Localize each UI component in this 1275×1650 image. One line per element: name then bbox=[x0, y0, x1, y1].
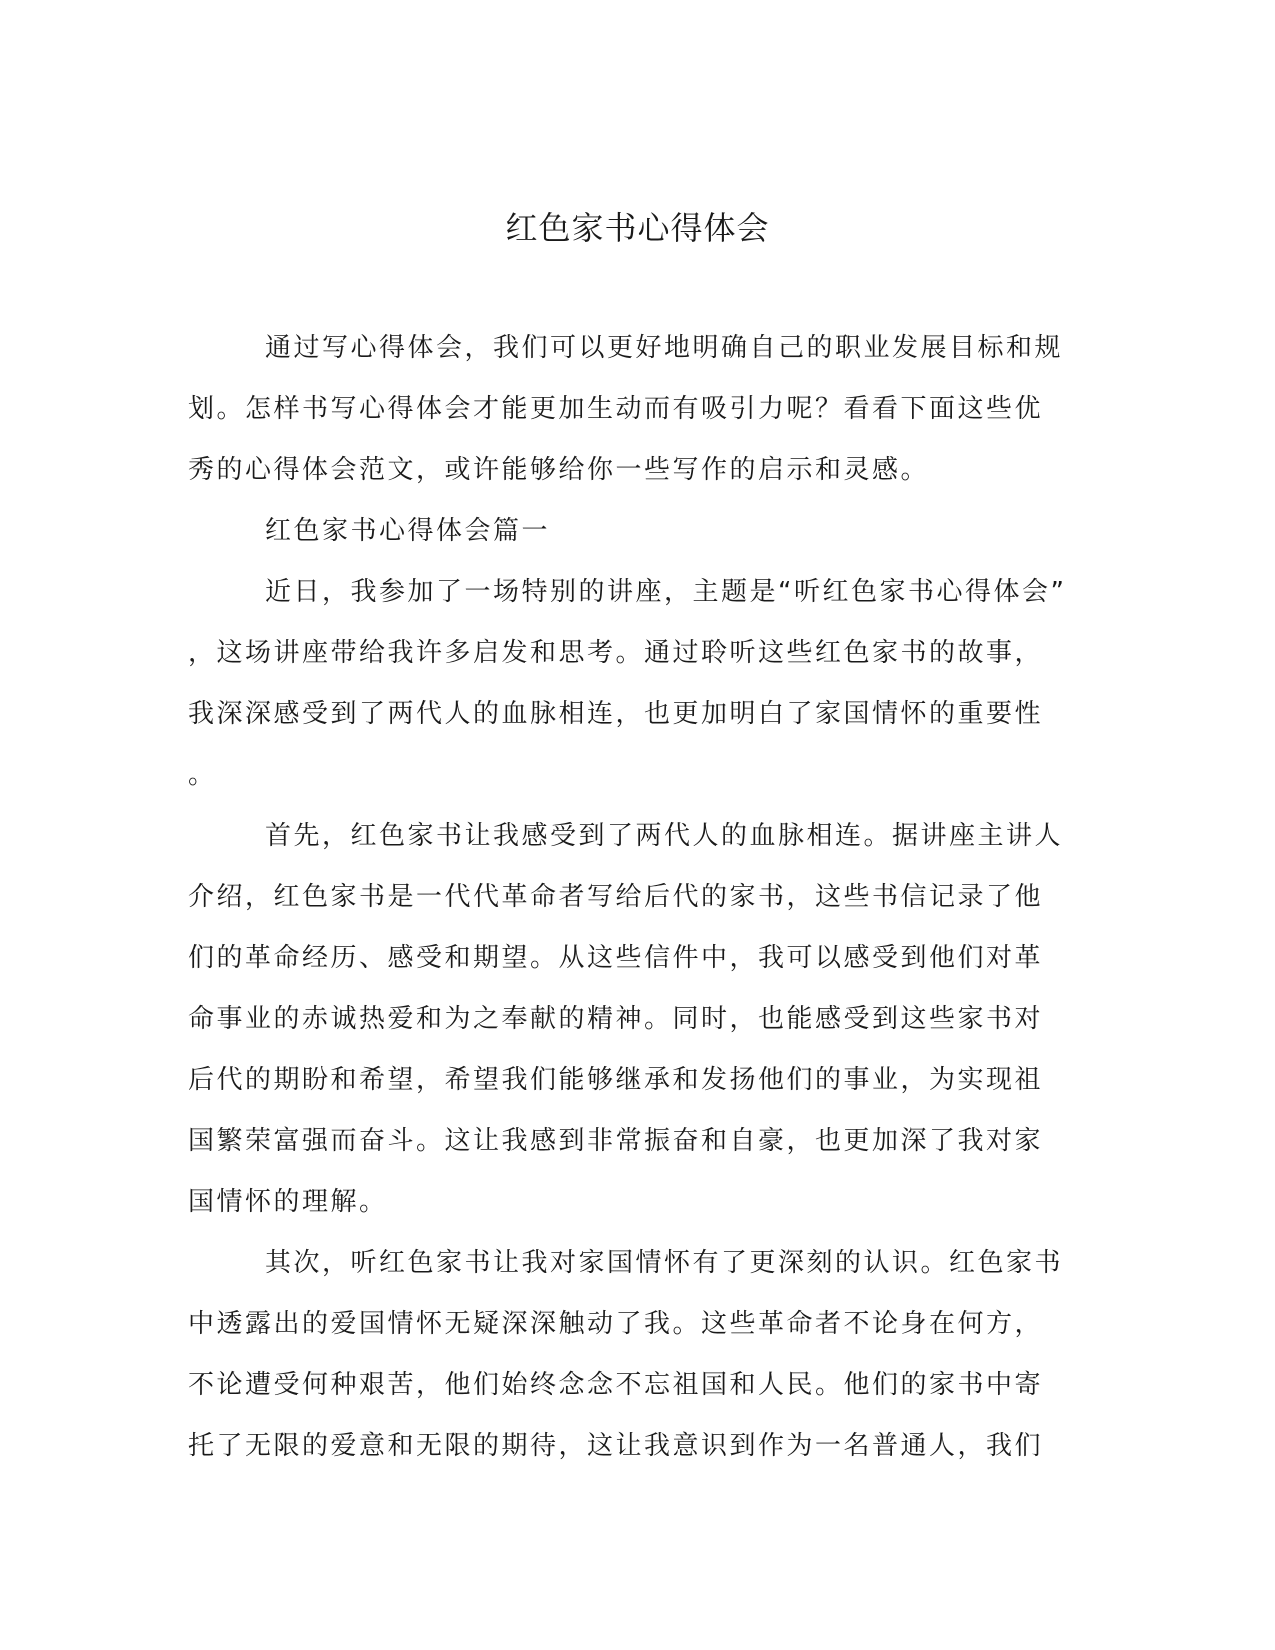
document-body bbox=[188, 318, 1088, 1477]
text-line: 中透露出的爱国情怀无疑深深触动了我。这些革命者不论身在何方， bbox=[188, 1309, 1044, 1339]
text-line: 国情怀的理解。 bbox=[188, 1187, 388, 1217]
text-line: 介绍，红色家书是一代代革命者写给后代的家书，这些书信记录了他 bbox=[188, 882, 1044, 912]
text-line: 托了无限的爱意和无限的期待，这让我意识到作为一名普通人，我们 bbox=[188, 1431, 1044, 1461]
text-line: 首先，红色家书让我感受到了两代人的血脉相连。据讲座主讲人 bbox=[265, 821, 1064, 851]
text-line: 命事业的赤诚热爱和为之奉献的精神。同时，也能感受到这些家书对 bbox=[188, 1004, 1044, 1034]
text-line: 红色家书心得体会篇一 bbox=[265, 516, 551, 546]
text-line: 划。怎样书写心得体会才能更加生动而有吸引力呢？看看下面这些优 bbox=[188, 394, 1044, 424]
document-title: 红色家书心得体会 bbox=[505, 209, 770, 247]
text-line: 。 bbox=[188, 760, 217, 790]
text-line: 们的革命经历、感受和期望。从这些信件中，我可以感受到他们对革 bbox=[188, 943, 1044, 973]
text-line: 我深深感受到了两代人的血脉相连，也更加明白了家国情怀的重要性 bbox=[188, 699, 1044, 729]
text-line: 不论遭受何种艰苦，他们始终念念不忘祖国和人民。他们的家书中寄 bbox=[188, 1370, 1044, 1400]
text-line: 秀的心得体会范文，或许能够给你一些写作的启示和灵感。 bbox=[188, 455, 930, 485]
text-line: 近日，我参加了一场特别的讲座，主题是“听红色家书心得体会” bbox=[265, 577, 1067, 607]
text-line: 通过写心得体会，我们可以更好地明确自己的职业发展目标和规 bbox=[265, 333, 1064, 363]
text-line: 国繁荣富强而奋斗。这让我感到非常振奋和自豪，也更加深了我对家 bbox=[188, 1126, 1044, 1156]
text-line: 后代的期盼和希望，希望我们能够继承和发扬他们的事业，为实现祖 bbox=[188, 1065, 1044, 1095]
text-line: 其次，听红色家书让我对家国情怀有了更深刻的认识。红色家书 bbox=[265, 1248, 1064, 1278]
text-line: ，这场讲座带给我许多启发和思考。通过聆听这些红色家书的故事， bbox=[188, 638, 1044, 668]
